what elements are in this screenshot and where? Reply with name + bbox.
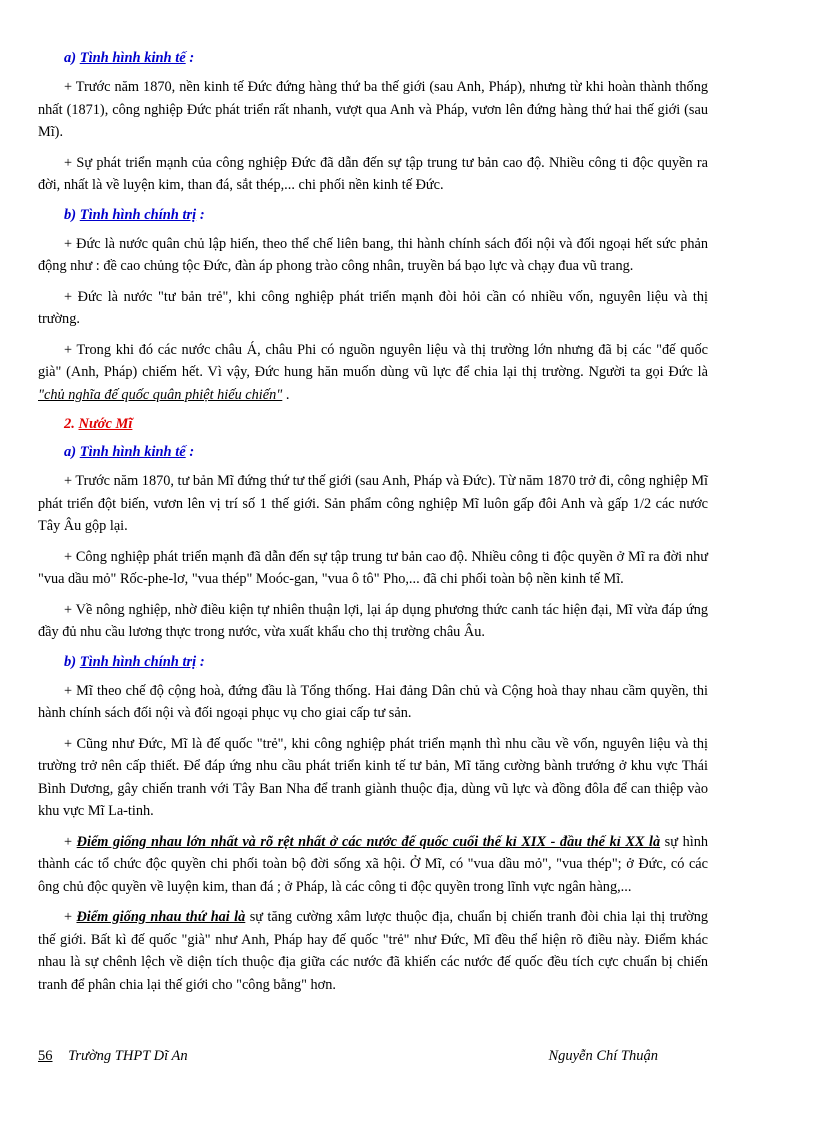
heading-title: Tình hình chính trị bbox=[79, 206, 197, 223]
emphasis-text: Điểm giống nhau thứ hai là bbox=[76, 909, 246, 925]
paragraph-text: + Công nghiệp phát triển mạnh đã dẫn đến sự tập trung tư bản cao độ. Nhiều công ti độc quyền ở Mĩ ra đời như "vua dầu mỏ" Rốc-phe-lơ, "vua thép" Moóc-gan, "vua ô tô" Pho,... đã chi phối toàn bộ nền kinh tế Mĩ. bbox=[38, 548, 708, 587]
paragraph bbox=[38, 599, 708, 644]
paragraph-text: + Về nông nghiệp, nhờ điều kiện tự nhiên thuận lợi, lại áp dụng phương thức canh tác hiện đại, Mĩ vừa đáp ứng đầy đủ nhu cầu lương thực trong nước, vừa xuất khẩu cho thị trường châu Âu. bbox=[38, 601, 708, 640]
footer-author: Nguyễn Chí Thuận bbox=[548, 1048, 658, 1064]
paragraph-text: + Sự phát triển mạnh của công nghiệp Đức đã dẫn đến sự tập trung tư bản cao độ. Nhiều công ti độc quyền ra đời, nhất là về luyện kim, than đá, sắt thép,... chi phối nền kinh tế Đức. bbox=[38, 154, 708, 193]
paragraph bbox=[38, 733, 708, 823]
section-heading bbox=[64, 652, 708, 672]
paragraph-text: + Đức là nước "tư bản trẻ", khi công nghiệp phát triển mạnh đòi hỏi cần có nhiều vốn, nguyên liệu và thị trường. bbox=[38, 288, 708, 327]
heading-prefix: 2. bbox=[64, 416, 79, 432]
heading-title: Tình hình kinh tế bbox=[79, 50, 186, 66]
paragraph bbox=[38, 470, 708, 538]
paragraph bbox=[38, 286, 708, 331]
paragraph-text: sự hình thành các tổ chức độc quyền chi phối toàn bộ đời sống xã hội. Ở Mĩ, có "vua dầu mỏ", "vua thép"; ở Đức, có các ông chủ độc quyền về luyện kim, than đá ; ở Pháp, là các công ti độc quyền trong lĩnh vực ngân hàng,... bbox=[38, 833, 708, 895]
heading-suffix: : bbox=[185, 50, 195, 66]
paragraph bbox=[38, 152, 708, 197]
footer-school: Trường THPT Dĩ An bbox=[68, 1048, 188, 1064]
paragraph bbox=[38, 339, 708, 407]
paragraph-text: + bbox=[64, 909, 77, 925]
heading-title: Nước Mĩ bbox=[78, 416, 133, 432]
document-page bbox=[38, 48, 708, 1004]
heading-suffix: : bbox=[196, 206, 205, 223]
heading-suffix: : bbox=[196, 653, 205, 670]
page-number: 56 bbox=[38, 1048, 53, 1064]
paragraph bbox=[38, 76, 708, 144]
section-heading bbox=[64, 442, 708, 462]
emphasis-text: Điểm giống nhau lớn nhất và rõ rệt nhất ở các nước đế quốc cuối thế kỉ XIX - đầu thế kỉ XX là bbox=[76, 833, 661, 850]
heading-title: Tình hình kinh tế bbox=[79, 444, 186, 460]
heading-prefix: b) bbox=[64, 206, 80, 223]
paragraph bbox=[38, 680, 708, 725]
section-heading bbox=[64, 48, 708, 68]
paragraph bbox=[38, 906, 708, 996]
heading-prefix: a) bbox=[64, 444, 80, 460]
section-heading bbox=[64, 205, 708, 225]
paragraph-text: + Trước năm 1870, nền kinh tế Đức đứng hàng thứ ba thế giới (sau Anh, Pháp), nhưng từ khi hoàn thành thống nhất (1871), công nghiệp Đức phát triển rất nhanh, vượt qua Anh và Pháp, vươn lên đứng hàng thứ hai thế giới (sau Mĩ). bbox=[38, 79, 708, 140]
paragraph-text: . bbox=[282, 386, 290, 403]
paragraph-text: + Mĩ theo chế độ cộng hoà, đứng đầu là Tổng thống. Hai đảng Dân chủ và Cộng hoà thay nhau cầm quyền, thi hành chính sách đối nội và đối ngoại phục vụ cho giai cấp tư sản. bbox=[38, 682, 708, 721]
heading-prefix: a) bbox=[64, 50, 80, 66]
heading-prefix: b) bbox=[64, 653, 80, 670]
emphasis-text: "chủ nghĩa đế quốc quân phiệt hiếu chiến" bbox=[38, 386, 283, 403]
paragraph-text: + Cũng như Đức, Mĩ là đế quốc "trẻ", khi công nghiệp phát triển mạnh thì nhu cầu về vốn, nguyên liệu và thị trường trở nên cấp thiết. Để đáp ứng nhu cầu phát triển kinh tế tư bản, Mĩ tăng cường bành trướng ở khu vực Thái Bình Dương, gây chiến tranh với Tây Ban Nha để tranh giành thuộc địa, dùng vũ lực và đồng đôla để can thiệp vào khu vực Mĩ La-tinh. bbox=[38, 735, 708, 819]
heading-title: Tình hình chính trị bbox=[79, 653, 197, 670]
heading-suffix: : bbox=[185, 444, 195, 460]
paragraph-text: + Trước năm 1870, tư bản Mĩ đứng thứ tư thế giới (sau Anh, Pháp và Đức). Từ năm 1870 trở đi, công nghiệp Mĩ phát triển đột biến, vươn lên vị trí số 1 thế giới. Sản phẩm công nghiệp Mĩ luôn gấp đôi Anh và gấp 1/2 các nước Tây Âu gộp lại. bbox=[38, 473, 708, 534]
paragraph-text: + bbox=[64, 833, 77, 850]
section-heading bbox=[64, 414, 708, 434]
paragraph-text: + Trong khi đó các nước châu Á, châu Phi có nguồn nguyên liệu và thị trường lớn nhưng đã bị các "đế quốc già" (Anh, Pháp) chiếm hết. Vì vậy, Đức hung hăn muốn dùng vũ lực để chia lại thị trường. Người ta gọi Đức là bbox=[38, 341, 708, 380]
paragraph bbox=[38, 546, 708, 591]
paragraph bbox=[38, 831, 708, 899]
paragraph-text: + Đức là nước quân chủ lập hiến, theo thể chế liên bang, thi hành chính sách đối nội và đối ngoại hết sức phản động như : đề cao chủng tộc Đức, đàn áp phong trào công nhân, truyền bá bạo lực và chạy đua vũ trang. bbox=[38, 235, 708, 274]
paragraph bbox=[38, 233, 708, 278]
paragraph-text: sự tăng cường xâm lược thuộc địa, chuẩn bị chiến tranh đòi chia lại thị trường thế giới. Bất kì đế quốc "già" như Anh, Pháp hay đế quốc "trẻ" như Đức, Mĩ đều thể hiện rõ điều này. Điểm khác nhau là sự chênh lệch về diện tích thuộc địa giữa các nước đã khiến các nước đế quốc đều tích cực chuẩn bị chiến tranh để phân chia lại thế giới cho "công bằng" hơn. bbox=[38, 909, 709, 993]
page-footer bbox=[38, 1048, 708, 1068]
